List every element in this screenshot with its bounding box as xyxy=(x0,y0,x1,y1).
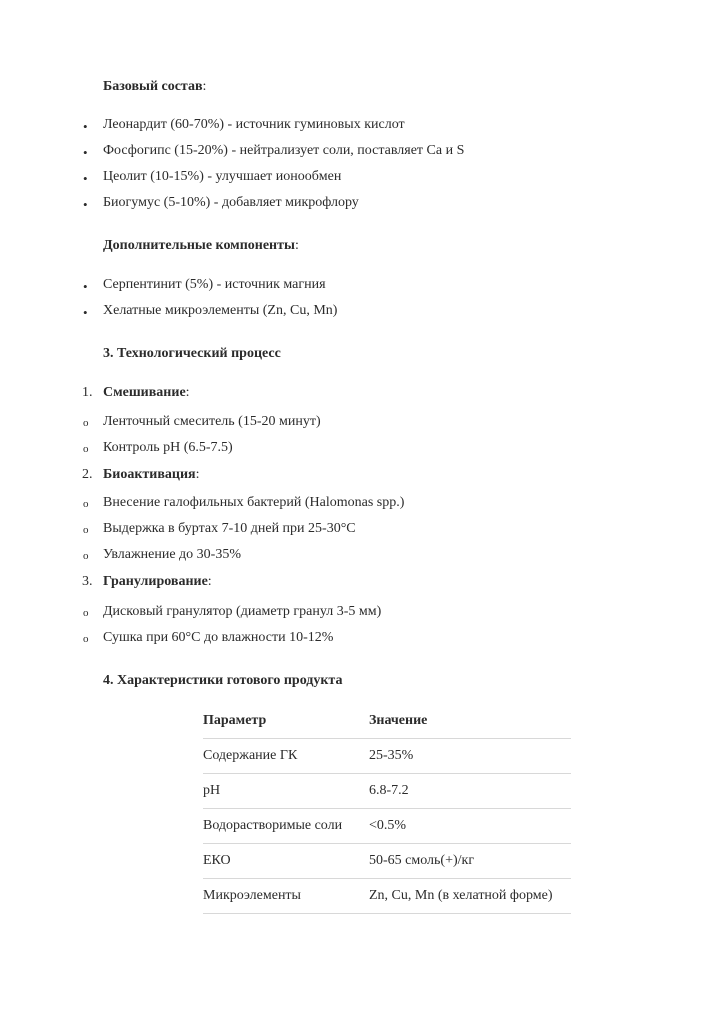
table-header-cell: Значение xyxy=(369,713,428,728)
bullet-circle-icon: o xyxy=(83,498,89,510)
table-row xyxy=(203,809,571,844)
bullet-circle-icon: o xyxy=(83,607,89,619)
section-process-title: 3. Технологический процесс xyxy=(103,346,281,361)
step-colon: : xyxy=(195,467,200,482)
step-number: 1. xyxy=(82,385,93,400)
bullet-disc-icon: • xyxy=(83,119,88,134)
table-cell: ЕКО xyxy=(203,853,231,868)
list-item: Хелатные микроэлементы (Zn, Cu, Mn) xyxy=(103,303,338,318)
bullet-circle-icon: o xyxy=(83,417,89,429)
step-colon: : xyxy=(185,385,190,400)
list-item: Биогумус (5-10%) - добавляет микрофлору xyxy=(103,195,359,210)
table-cell: 50-65 смоль(+)/кг xyxy=(369,853,475,868)
list-item: Фосфогипс (15-20%) - нейтрализует соли, поставляет Са и S xyxy=(103,143,465,158)
bullet-disc-icon: • xyxy=(83,305,88,320)
step-title: Смешивание xyxy=(103,385,186,400)
table-cell: Содержание ГК xyxy=(203,748,298,763)
section-additional-heading xyxy=(103,238,299,254)
table-row xyxy=(203,879,571,914)
product-characteristics-table xyxy=(203,704,571,914)
step-heading xyxy=(103,574,212,590)
table-cell: Микроэлементы xyxy=(203,888,301,903)
bullet-circle-icon: o xyxy=(83,633,89,645)
list-item: Ленточный смеситель (15-20 минут) xyxy=(103,414,321,429)
list-item: Цеолит (10-15%) - улучшает ионообмен xyxy=(103,169,342,184)
bullet-disc-icon: • xyxy=(83,197,88,212)
table-cell: <0.5% xyxy=(369,818,407,833)
list-item: Леонардит (60-70%) - источник гуминовых кислот xyxy=(103,117,405,132)
step-title: Гранулирование xyxy=(103,574,208,589)
bullet-disc-icon: • xyxy=(83,171,88,186)
step-colon: : xyxy=(207,574,212,589)
table-cell: 25-35% xyxy=(369,748,414,763)
section-additional-title: Дополнительные компоненты xyxy=(103,238,295,253)
section-base-title: Базовый состав xyxy=(103,79,203,94)
section-product-title: 4. Характеристики готового продукта xyxy=(103,673,343,688)
list-item: Контроль pH (6.5-7.5) xyxy=(103,440,233,455)
step-heading xyxy=(103,385,190,401)
step-title: Биоактивация xyxy=(103,467,196,482)
table-cell: pH xyxy=(203,783,221,798)
list-item: Серпентинит (5%) - источник магния xyxy=(103,277,326,292)
bullet-circle-icon: o xyxy=(83,550,89,562)
table-row xyxy=(203,739,571,774)
bullet-disc-icon: • xyxy=(83,279,88,294)
table-cell: Водорастворимые соли xyxy=(203,818,343,833)
table-header-cell: Параметр xyxy=(203,713,267,728)
table-header-row xyxy=(203,704,571,739)
table-row xyxy=(203,844,571,879)
section-base-colon: : xyxy=(202,79,207,94)
table-cell: 6.8-7.2 xyxy=(369,783,409,798)
table-cell: Zn, Cu, Mn (в хелатной форме) xyxy=(369,888,553,903)
step-number: 2. xyxy=(82,467,93,482)
list-item: Увлажнение до 30-35% xyxy=(103,547,241,562)
step-heading xyxy=(103,467,200,483)
section-additional-colon: : xyxy=(294,238,299,253)
step-number: 3. xyxy=(82,574,93,589)
section-base-heading xyxy=(103,79,206,95)
list-item: Дисковый гранулятор (диаметр гранул 3-5 мм) xyxy=(103,604,382,619)
bullet-disc-icon: • xyxy=(83,145,88,160)
bullet-circle-icon: o xyxy=(83,443,89,455)
list-item: Выдержка в буртах 7-10 дней при 25-30°C xyxy=(103,521,356,536)
list-item: Сушка при 60°C до влажности 10-12% xyxy=(103,630,334,645)
table-row xyxy=(203,774,571,809)
list-item: Внесение галофильных бактерий (Halomonas spp.) xyxy=(103,495,405,510)
bullet-circle-icon: o xyxy=(83,524,89,536)
